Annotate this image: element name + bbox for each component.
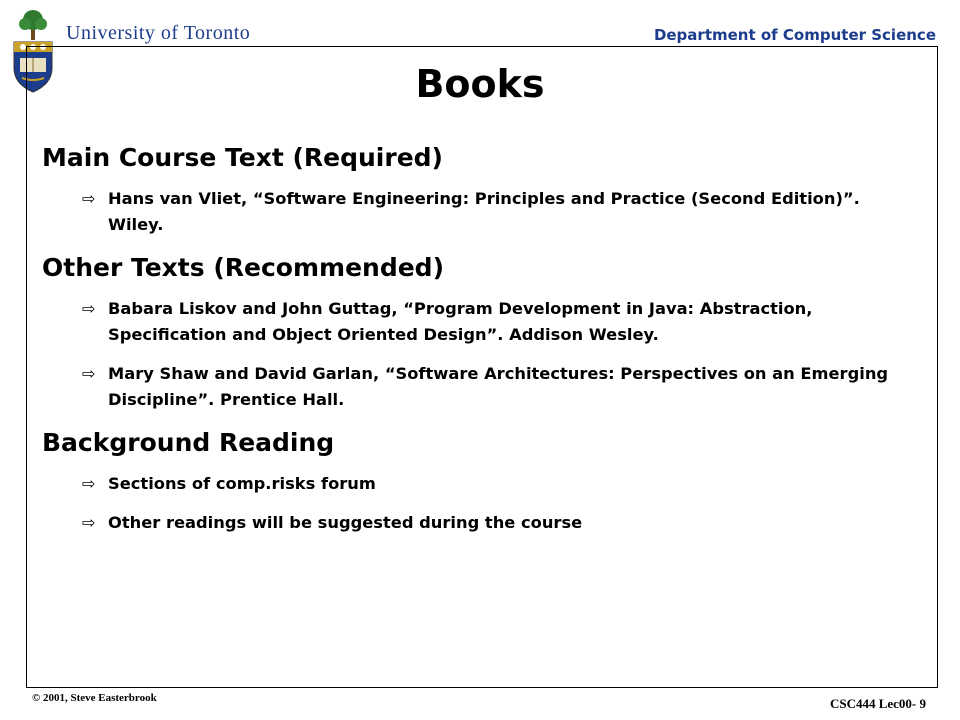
section-heading: Background Reading [42,428,335,457]
section-required [42,142,912,238]
list-item [82,361,912,413]
arrow-bullet-icon: ⇨ [82,474,96,493]
section-heading: Main Course Text (Required) [42,143,443,172]
list-item [82,471,912,497]
list-item [82,186,912,238]
university-name: University of Toronto [66,22,251,44]
copyright-notice: © 2001, Steve Easterbrook [32,692,157,704]
slide-title: Books [415,62,545,106]
list-item-text: Hans van Vliet, “Software Engineering: Principles and Practice (Second Edition)”. Wiley. [108,189,860,234]
section-recommended [42,252,912,413]
section-heading: Other Texts (Recommended) [42,253,444,282]
slide-content [42,142,912,550]
list-item-text: Mary Shaw and David Garlan, “Software Architectures: Perspectives on an Emerging Discipline”. Prentice Hall. [108,364,889,409]
arrow-bullet-icon: ⇨ [82,364,96,383]
page-number: CSC444 Lec00- 9 [829,696,926,711]
arrow-bullet-icon: ⇨ [82,299,96,318]
arrow-bullet-icon: ⇨ [82,189,96,208]
list-item-text: Sections of comp.risks forum [108,474,376,493]
arrow-bullet-icon: ⇨ [82,513,96,532]
section-background [42,427,912,536]
department-name: Department of Computer Science [653,26,936,44]
list-item [82,510,912,536]
list-item-text: Babara Liskov and John Guttag, “Program Development in Java: Abstraction, Specification and Object Oriented Design”. Addison Wesley. [108,299,813,344]
list-item-text: Other readings will be suggested during the course [108,513,583,532]
list-item [82,296,912,348]
